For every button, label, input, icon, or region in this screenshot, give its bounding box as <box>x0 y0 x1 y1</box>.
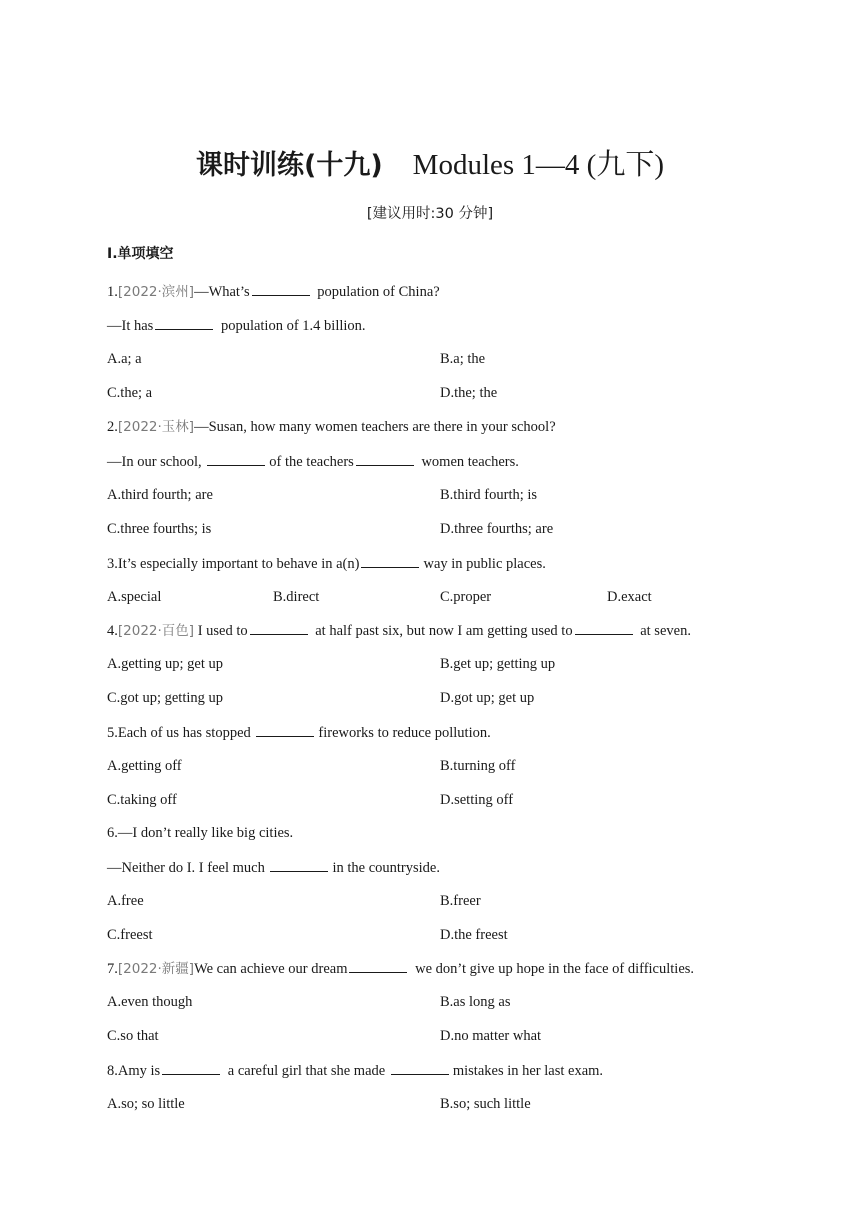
option[interactable]: C.the; a <box>107 385 153 401</box>
question-2-stem: 2.[2022·玉林]—Susan, how many women teachers are there in your school? <box>107 419 556 435</box>
title-modules: Modules 1—4 (九下) <box>412 149 664 181</box>
option[interactable]: A.getting up; get up <box>107 656 223 672</box>
option[interactable]: D.three fourths; are <box>440 521 554 537</box>
answer-blank <box>256 723 314 737</box>
option[interactable]: A.special <box>107 589 162 605</box>
question-4-stem: 4.[2022·百色] I used to at half past six, but now I am getting used to at seven. <box>107 623 691 639</box>
option[interactable]: B.as long as <box>440 994 511 1010</box>
question-source: [2022·滨州] <box>117 284 195 300</box>
option[interactable]: D.no matter what <box>440 1028 542 1044</box>
option[interactable]: A.getting off <box>107 758 182 774</box>
answer-blank <box>356 452 414 466</box>
option[interactable]: B.direct <box>273 589 320 605</box>
question-5-stem: 5.Each of us has stopped fireworks to reduce pollution. <box>107 725 491 741</box>
answer-blank <box>270 858 328 872</box>
answer-blank <box>361 554 419 568</box>
option[interactable]: B.third fourth; is <box>440 487 538 503</box>
question-6-stem: 6.—I don’t really like big cities. <box>107 825 294 841</box>
answer-blank <box>575 621 633 635</box>
option[interactable]: D.the freest <box>440 927 508 943</box>
option[interactable]: A.so; so little <box>107 1096 185 1112</box>
question-7-stem: 7.[2022·新疆]We can achieve our dream we don’t give up hope in the face of difficulties. <box>107 961 695 977</box>
option[interactable]: B.turning off <box>440 758 516 774</box>
question-2-reply: —In our school, of the teachers women teachers. <box>107 454 519 470</box>
answer-blank <box>207 452 265 466</box>
page-title <box>0 142 860 183</box>
option[interactable]: A.even though <box>107 994 193 1010</box>
question-3-stem: 3.It’s especially important to behave in a(n) way in public places. <box>107 556 546 572</box>
answer-blank <box>252 282 310 296</box>
option[interactable]: B.get up; getting up <box>440 656 556 672</box>
option[interactable]: B.a; the <box>440 351 486 367</box>
answer-blank <box>155 316 213 330</box>
option[interactable]: D.the; the <box>440 385 498 401</box>
option[interactable]: C.got up; getting up <box>107 690 223 706</box>
option[interactable]: C.so that <box>107 1028 159 1044</box>
option[interactable]: B.so; such little <box>440 1096 531 1112</box>
question-source: [2022·玉林] <box>117 419 195 435</box>
section-heading: Ⅰ.单项填空 <box>107 246 174 262</box>
option[interactable]: C.freest <box>107 927 153 943</box>
question-8-stem: 8.Amy is a careful girl that she made mistakes in her last exam. <box>107 1063 604 1079</box>
option[interactable]: A.third fourth; are <box>107 487 213 503</box>
option[interactable]: C.three fourths; is <box>107 521 212 537</box>
answer-blank <box>349 959 407 973</box>
option[interactable]: A.free <box>107 893 144 909</box>
option[interactable]: C.taking off <box>107 792 177 808</box>
option[interactable]: A.a; a <box>107 351 142 367</box>
title-chinese: 课时训练(十九) <box>195 150 383 181</box>
answer-blank <box>391 1061 449 1075</box>
suggested-time: [建议用时:30 分钟] <box>366 206 494 222</box>
option[interactable]: D.exact <box>607 589 652 605</box>
question-1-stem: 1.[2022·滨州]—What’s population of China? <box>107 284 440 300</box>
option[interactable]: D.got up; get up <box>440 690 535 706</box>
option[interactable]: B.freer <box>440 893 481 909</box>
question-source: [2022·新疆] <box>117 961 195 977</box>
answer-blank <box>162 1061 220 1075</box>
answer-blank <box>250 621 308 635</box>
option[interactable]: D.setting off <box>440 792 514 808</box>
question-1-reply: —It has population of 1.4 billion. <box>107 318 366 334</box>
question-6-reply: —Neither do I. I feel much in the countryside. <box>107 860 440 876</box>
option[interactable]: C.proper <box>440 589 492 605</box>
question-source: [2022·百色] <box>117 623 195 639</box>
